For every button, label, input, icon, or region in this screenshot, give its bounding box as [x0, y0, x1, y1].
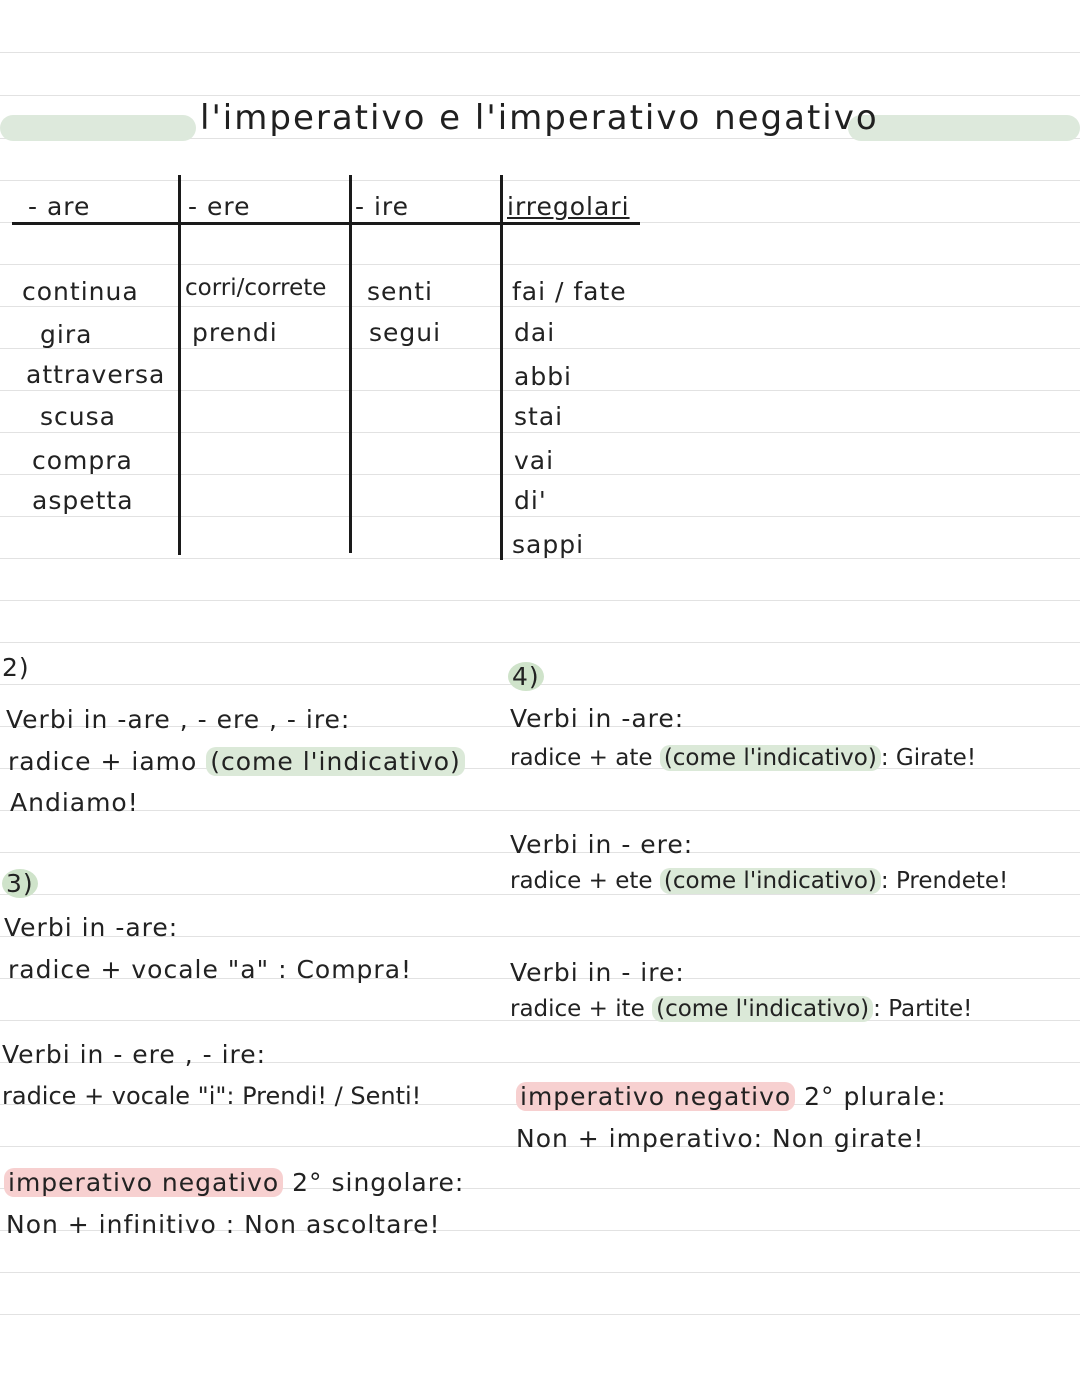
header-irregolari: irregolari: [507, 192, 630, 221]
table-cell-irregolari: di': [514, 486, 547, 515]
section-3-line-3: Verbi in - ere , - ire:: [2, 1040, 267, 1069]
negativo-plurale-rest: 2° plurale:: [804, 1082, 947, 1111]
title-band-left: [0, 115, 196, 141]
section-2-line-2-prefix: radice + iamo: [8, 747, 198, 776]
rule-line: [0, 600, 1080, 601]
negativo-singolare-highlight: imperativo negativo: [4, 1168, 283, 1197]
rule-line: [0, 264, 1080, 265]
table-cell-are: gira: [40, 320, 93, 349]
section-4-are-rule: [510, 745, 976, 771]
section-3-line-4: radice + vocale "i": Prendi! / Senti!: [2, 1082, 422, 1110]
table-divider-1: [178, 175, 181, 555]
section-4-ire-title: Verbi in - ire:: [510, 958, 685, 987]
rule-line: [0, 642, 1080, 643]
section-2-line-2-highlight: (come l'indicativo): [206, 747, 465, 776]
section-4-ere-prefix: radice + ete: [510, 868, 653, 894]
table-cell-irregolari: sappi: [512, 530, 585, 559]
section-4-are-prefix: radice + ate: [510, 745, 653, 771]
negativo-plurale-rule: Non + imperativo: Non girate!: [516, 1124, 925, 1153]
rule-line: [0, 52, 1080, 53]
table-divider-3: [500, 175, 503, 560]
rule-line: [0, 180, 1080, 181]
negativo-singolare-title: [4, 1168, 464, 1197]
table-cell-irregolari: abbi: [514, 362, 573, 391]
section-4-ere-title: Verbi in - ere:: [510, 830, 694, 859]
section-3-line-1: Verbi in -are:: [4, 913, 179, 942]
table-cell-ire: segui: [369, 318, 442, 347]
negativo-singolare-rule: Non + infinitivo : Non ascoltare!: [6, 1210, 441, 1239]
table-cell-are: attraversa: [26, 360, 166, 389]
table-cell-irregolari: vai: [514, 446, 555, 475]
table-cell-irregolari: stai: [514, 402, 564, 431]
rule-line: [0, 306, 1080, 307]
section-4-number: [508, 662, 544, 691]
section-4-ire-highlight: (come l'indicativo): [652, 996, 873, 1022]
section-4-ire-prefix: radice + ite: [510, 996, 645, 1022]
section-3-number: [2, 869, 38, 898]
section-3-line-2: radice + vocale "a" : Compra!: [8, 955, 413, 984]
rule-line: [0, 894, 1080, 895]
rule-line: [0, 1314, 1080, 1315]
table-cell-ere: corri/correte: [185, 275, 327, 301]
title-band-right: [848, 115, 1080, 141]
section-4-ere-highlight: (come l'indicativo): [660, 868, 881, 894]
table-cell-ere: prendi: [192, 318, 278, 347]
page-title: l'imperativo e l'imperativo negativo: [200, 98, 879, 138]
table-cell-are: scusa: [40, 402, 116, 431]
table-cell-irregolari: fai / fate: [512, 277, 627, 306]
table-divider-2: [349, 175, 352, 553]
rule-line: [0, 95, 1080, 96]
rule-line: [0, 1272, 1080, 1273]
table-cell-are: aspetta: [32, 486, 134, 515]
section-2-line-1: Verbi in -are , - ere , - ire:: [6, 705, 351, 734]
section-4-ire-example: : Partite!: [873, 996, 973, 1022]
section-2-line-2: [8, 747, 465, 776]
rule-line: [0, 810, 1080, 811]
rule-line: [0, 516, 1080, 517]
section-3-number-badge: 3): [2, 869, 38, 898]
negativo-plurale-title: [516, 1082, 947, 1111]
rule-line: [0, 432, 1080, 433]
header-ere: - ere: [188, 192, 251, 221]
section-4-ere-example: : Prendete!: [880, 868, 1009, 894]
negativo-singolare-rest: 2° singolare:: [292, 1168, 465, 1197]
table-cell-irregolari: dai: [514, 318, 556, 347]
section-2-number: 2): [2, 653, 30, 682]
section-4-number-badge: 4): [508, 662, 544, 691]
section-4-ere-rule: [510, 868, 1008, 894]
section-4-are-example: : Girate!: [880, 745, 977, 771]
table-cell-are: compra: [32, 446, 133, 475]
table-cell-are: continua: [22, 277, 139, 306]
table-header-line: [12, 222, 640, 225]
header-are: - are: [28, 192, 91, 221]
header-ire: - ire: [355, 192, 410, 221]
section-4-are-title: Verbi in -are:: [510, 704, 685, 733]
table-cell-ire: senti: [367, 277, 433, 306]
rule-line: [0, 348, 1080, 349]
section-2-line-3: Andiamo!: [10, 788, 139, 817]
section-4-ire-rule: [510, 996, 972, 1022]
negativo-plurale-highlight: imperativo negativo: [516, 1082, 795, 1111]
section-4-are-highlight: (come l'indicativo): [660, 745, 881, 771]
